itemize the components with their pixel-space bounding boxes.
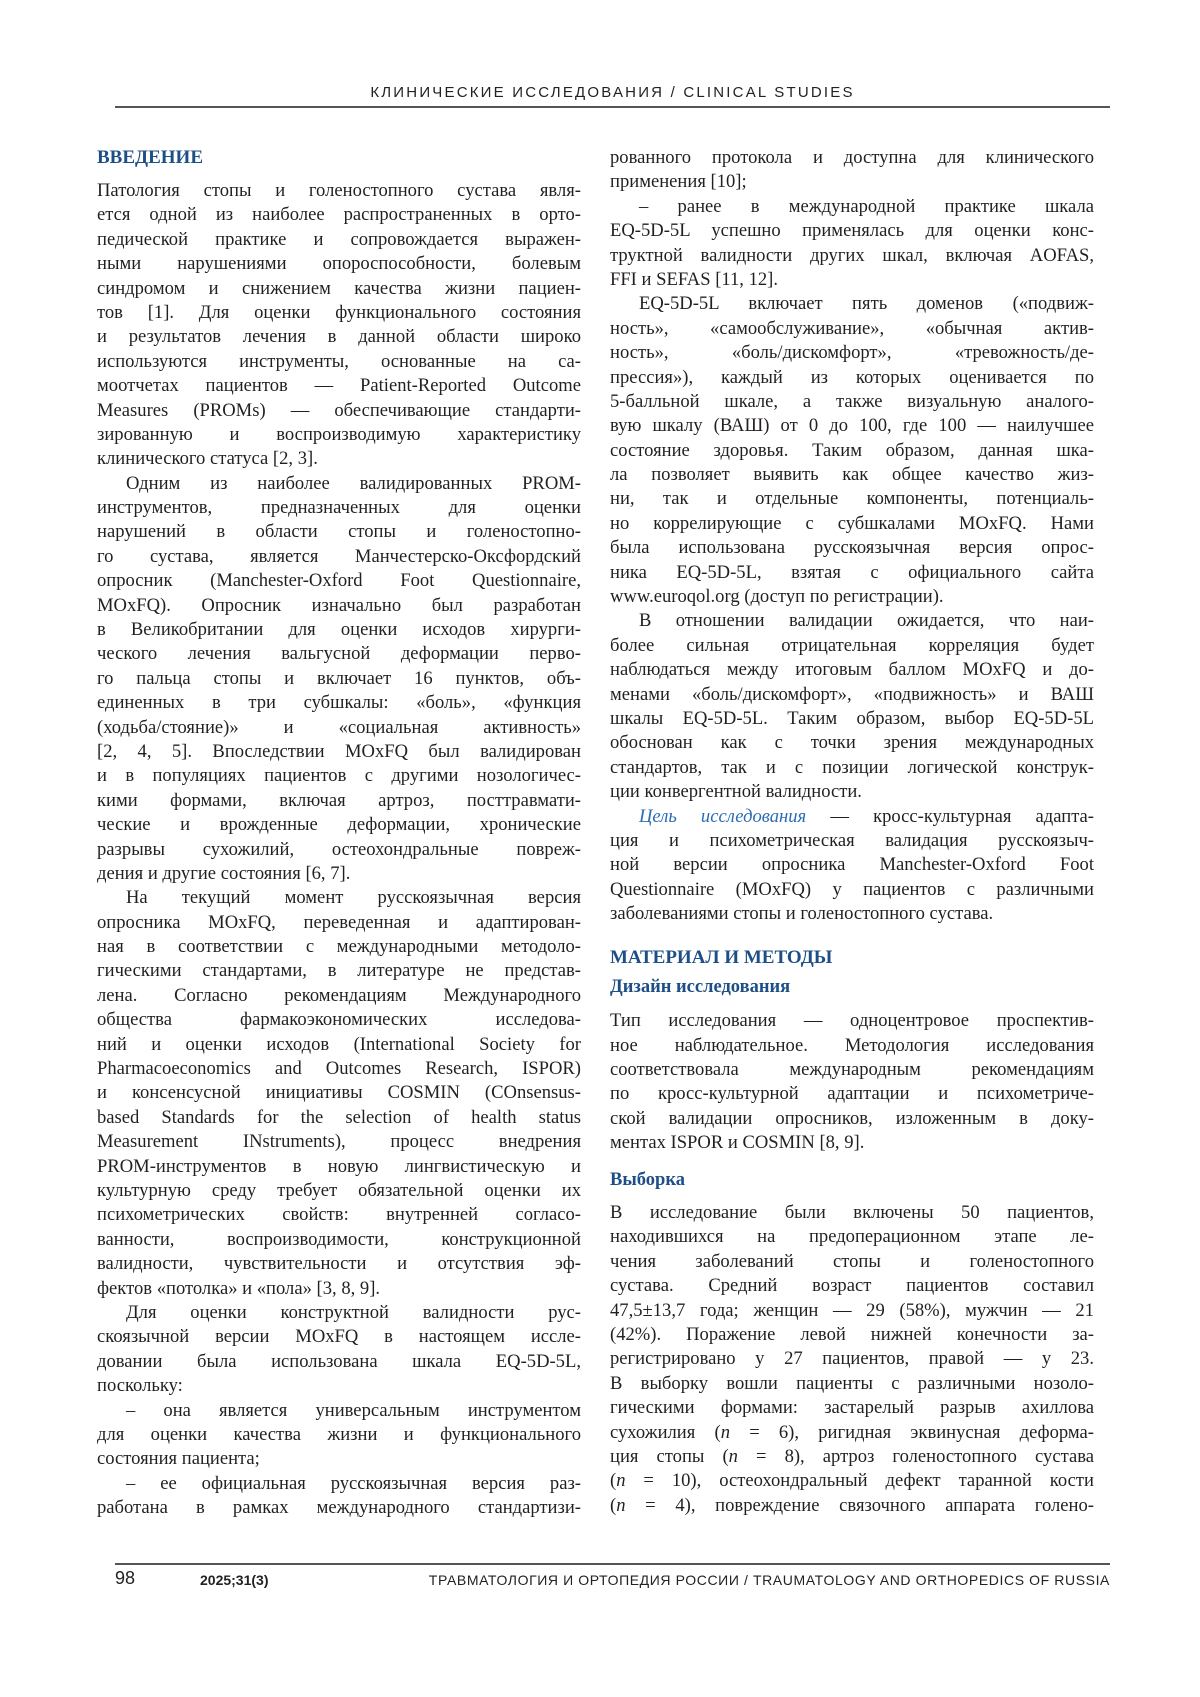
text-run: ( bbox=[610, 1495, 616, 1516]
text-line: чения заболеваний стопы и голеностопного bbox=[610, 1250, 1094, 1274]
text-line bbox=[610, 1469, 1094, 1493]
text-line: Одним из наиболее валидированных PROM- bbox=[97, 472, 581, 496]
left-column bbox=[97, 146, 581, 1520]
text-line: фектов «потолка» и «пола» [3, 8, 9]. bbox=[97, 1277, 581, 1301]
text-line: – ее официальная русскоязычная версия раз- bbox=[97, 1472, 581, 1496]
text-line: нарушений в области стопы и голеностопно- bbox=[97, 520, 581, 544]
text-line: поскольку: bbox=[97, 1374, 581, 1398]
text-line: В исследование были включены 50 пациентов, bbox=[610, 1201, 1094, 1225]
study-design-body bbox=[610, 1009, 1094, 1155]
text-line: ция и психометрическая валидация русскоязыч- bbox=[610, 829, 1094, 853]
text-line: культурную среду требует обязательной оценки их bbox=[97, 1179, 581, 1203]
text-run: = 6), ригидная эквинусная деформа- bbox=[730, 1422, 1094, 1443]
text-line: гическими стандартами, в литературе не представ- bbox=[97, 959, 581, 983]
text-line: зированную и воспроизводимую характеристику bbox=[97, 423, 581, 447]
journal-title: ТРАВМАТОЛОГИЯ И ОРТОПЕДИЯ РОССИИ / TRAUMATOLOGY AND ORTHOPEDICS OF RUSSIA bbox=[380, 1572, 1110, 1588]
text-line: ность», «самообслуживание», «обычная актив- bbox=[610, 317, 1094, 341]
paragraph bbox=[97, 1301, 581, 1399]
text-line: ная в соответствии с международными методоло- bbox=[97, 935, 581, 959]
text-line: Questionnaire (MOxFQ) у пациентов с различными bbox=[610, 878, 1094, 902]
text-line: тов [1]. Для оценки функционального состояния bbox=[97, 301, 581, 325]
text-line: EQ-5D-5L включает пять доменов («подвиж- bbox=[610, 292, 1094, 316]
text-line: рованного протокола и доступна для клинического bbox=[610, 146, 1094, 170]
text-line: В выборку вошли пациенты с различными нозоло- bbox=[610, 1372, 1094, 1396]
text-line: синдромом и снижением качества жизни пациен- bbox=[97, 277, 581, 301]
sample-body bbox=[610, 1201, 1094, 1518]
text-line: используются инструменты, основанные на са- bbox=[97, 350, 581, 374]
text-line: ванности, воспроизводимости, конструкционной bbox=[97, 1228, 581, 1252]
paragraph bbox=[97, 886, 581, 1301]
text-line: го пальца стопы и включает 16 пунктов, объ- bbox=[97, 667, 581, 691]
running-header: КЛИНИЧЕСКИЕ ИССЛЕДОВАНИЯ / CLINICAL STUDIES bbox=[115, 84, 1110, 101]
text-line: опросник (Manchester-Oxford Foot Questionnaire, bbox=[97, 569, 581, 593]
text-line: довании была использована шкала EQ-5D-5L, bbox=[97, 1350, 581, 1374]
text-line: гическими формами: застарелый разрыв ахиллова bbox=[610, 1396, 1094, 1420]
text-line: Патология стопы и голеностопного сустава явля- bbox=[97, 179, 581, 203]
paragraph bbox=[610, 146, 1094, 195]
text-line: ческие и врожденные деформации, хронические bbox=[97, 813, 581, 837]
text-line: состояния пациента; bbox=[97, 1447, 581, 1471]
text-line: находившихся на предоперационном этапе ле- bbox=[610, 1225, 1094, 1249]
text-line: более сильная отрицательная корреляция будет bbox=[610, 634, 1094, 658]
paragraph bbox=[97, 1472, 581, 1521]
text-line bbox=[610, 1445, 1094, 1469]
paragraph bbox=[610, 1201, 1094, 1518]
text-line: – ранее в международной практике шкала bbox=[610, 195, 1094, 219]
text-line: ника EQ-5D-5L, взятая с официального сайта bbox=[610, 561, 1094, 585]
text-line: скоязычной версии MOxFQ в настоящем иссле- bbox=[97, 1325, 581, 1349]
text-run: = 10), остеохондральный дефект таранной кости bbox=[626, 1470, 1095, 1491]
text-line: по кросс-культурной адаптации и психометриче- bbox=[610, 1082, 1094, 1106]
footer-rule bbox=[115, 1563, 1110, 1565]
text-line: моотчетах пациентов — Patient-Reported Outcome bbox=[97, 374, 581, 398]
text-line: ное наблюдательное. Методология исследования bbox=[610, 1034, 1094, 1058]
text-line bbox=[610, 1494, 1094, 1518]
text-line: MOxFQ). Опросник изначально был разработан bbox=[97, 594, 581, 618]
text-line: EQ-5D-5L успешно применялась для оценки конс- bbox=[610, 219, 1094, 243]
text-line: ни, так и отдельные компоненты, потенциаль- bbox=[610, 487, 1094, 511]
text-line: шкалы EQ-5D-5L. Таким образом, выбор EQ-5D-5L bbox=[610, 707, 1094, 731]
section-heading-methods: МАТЕРИАЛ И МЕТОДЫ bbox=[610, 946, 1094, 970]
text-line: Для оценки конструктной валидности рус- bbox=[97, 1301, 581, 1325]
text-line: наблюдаться между итоговым баллом MOxFQ и до- bbox=[610, 658, 1094, 682]
text-line: ла позволяет выявить как общее качество жиз- bbox=[610, 463, 1094, 487]
subheading-sample: Выборка bbox=[610, 1168, 1094, 1192]
text-run: n bbox=[721, 1422, 730, 1443]
subheading-study-design: Дизайн исследования bbox=[610, 975, 1094, 999]
text-line: ется одной из наиболее распространенных в орто- bbox=[97, 203, 581, 227]
text-line: применения [10]; bbox=[610, 170, 1094, 194]
text-line: лена. Согласно рекомендациям Международного bbox=[97, 984, 581, 1008]
text-line: Measurement INstruments), процесс внедрения bbox=[97, 1130, 581, 1154]
paragraph bbox=[610, 805, 1094, 927]
text-line: разрывы сухожилий, остеохондральные повреж- bbox=[97, 838, 581, 862]
text-line: дения и другие состояния [6, 7]. bbox=[97, 862, 581, 886]
text-line bbox=[610, 805, 1094, 829]
text-line: ний и оценки исходов (International Society for bbox=[97, 1033, 581, 1057]
text-line: заболеваниями стопы и голеностопного сустава. bbox=[610, 902, 1094, 926]
introduction-body-continued bbox=[610, 146, 1094, 927]
text-line: обоснован как с точки зрения международных bbox=[610, 731, 1094, 755]
text-line: Pharmacoeconomics and Outcomes Research, ISPOR) bbox=[97, 1057, 581, 1081]
text-line: Measures (PROMs) — обеспечивающие стандарти- bbox=[97, 399, 581, 423]
text-line: инструментов, предназначенных для оценки bbox=[97, 496, 581, 520]
text-line: – она является универсальным инструментом bbox=[97, 1399, 581, 1423]
text-line: опросника MOxFQ, переведенная и адаптирован- bbox=[97, 911, 581, 935]
text-line: труктной валидности других шкал, включая AOFAS, bbox=[610, 244, 1094, 268]
text-line: была использована русскоязычная версия опрос- bbox=[610, 536, 1094, 560]
text-line: вую шкалу (ВАШ) от 0 до 100, где 100 — наилучшее bbox=[610, 414, 1094, 438]
text-line: стандартов, так и с позиции логической конструк- bbox=[610, 756, 1094, 780]
text-line: состояние здоровья. Таким образом, данная шка- bbox=[610, 439, 1094, 463]
text-line: ции конвергентной валидности. bbox=[610, 780, 1094, 804]
text-line: психометрических свойств: внутренней согласо- bbox=[97, 1203, 581, 1227]
text-line: ными нарушениями опороспособности, болевым bbox=[97, 252, 581, 276]
text-line: 5-балльной шкале, а также визуальную аналого- bbox=[610, 390, 1094, 414]
text-line: (ходьба/стояние)» и «социальная активность» bbox=[97, 716, 581, 740]
text-line: ческого лечения вальгусной деформации перво- bbox=[97, 642, 581, 666]
text-line: го сустава, является Манчестерско-Оксфордский bbox=[97, 545, 581, 569]
text-line: (42%). Поражение левой нижней конечности за- bbox=[610, 1323, 1094, 1347]
text-line: кими формами, включая артроз, посттравмати- bbox=[97, 789, 581, 813]
text-line: PROM-инструментов в новую лингвистическую и bbox=[97, 1155, 581, 1179]
text-line: единенных в три субшкалы: «боль», «функция bbox=[97, 691, 581, 715]
paragraph bbox=[610, 1009, 1094, 1155]
issue-info: 2025;31(3) bbox=[200, 1572, 269, 1588]
text-run: сухожилия ( bbox=[610, 1422, 721, 1443]
paragraph bbox=[97, 1399, 581, 1472]
text-line: прессия»), каждый из которых оценивается по bbox=[610, 366, 1094, 390]
aim-label: Цель исследования bbox=[639, 806, 806, 827]
introduction-body bbox=[97, 179, 581, 1520]
paragraph bbox=[610, 609, 1094, 804]
text-run: n bbox=[729, 1446, 738, 1467]
paragraph bbox=[97, 472, 581, 887]
text-line: сустава. Средний возраст пациентов составил bbox=[610, 1274, 1094, 1298]
text-line: общества фармакоэкономических исследова- bbox=[97, 1008, 581, 1032]
text-line: менами «боль/дискомфорт», «подвижность» и ВАШ bbox=[610, 683, 1094, 707]
text-run: = 4), повреждение связочного аппарата голено- bbox=[626, 1495, 1095, 1516]
text-line: и результатов лечения в данной области широко bbox=[97, 325, 581, 349]
text-line: Тип исследования — одноцентровое проспектив- bbox=[610, 1009, 1094, 1033]
text-run: = 8), артроз голеностопного сустава bbox=[738, 1446, 1094, 1467]
paragraph bbox=[610, 292, 1094, 609]
text-line: в Великобритании для оценки исходов хирурги- bbox=[97, 618, 581, 642]
text-line: ской валидации опросников, изложенным в доку- bbox=[610, 1107, 1094, 1131]
right-column bbox=[610, 146, 1094, 1518]
text-run: n bbox=[616, 1495, 625, 1516]
text-line: based Standards for the selection of health status bbox=[97, 1106, 581, 1130]
text-run: ( bbox=[610, 1470, 616, 1491]
text-line: для оценки качества жизни и функционального bbox=[97, 1423, 581, 1447]
text-line: ной версии опросника Manchester-Oxford Foot bbox=[610, 853, 1094, 877]
text-line: 47,5±13,7 года; женщин — 29 (58%), мужчин — 21 bbox=[610, 1299, 1094, 1323]
text-line: ментах ISPOR и COSMIN [8, 9]. bbox=[610, 1131, 1094, 1155]
text-line: ность», «боль/дискомфорт», «тревожность/де- bbox=[610, 341, 1094, 365]
section-heading-introduction: ВВЕДЕНИЕ bbox=[97, 146, 581, 170]
text-run: ция стопы ( bbox=[610, 1446, 729, 1467]
paragraph bbox=[610, 195, 1094, 293]
paragraph bbox=[97, 179, 581, 472]
text-line: соответствовала международным рекомендациям bbox=[610, 1058, 1094, 1082]
text-line: клинического статуса [2, 3]. bbox=[97, 447, 581, 471]
text-line: www.euroqol.org (доступ по регистрации). bbox=[610, 585, 1094, 609]
text-run: n bbox=[616, 1470, 625, 1491]
text-line: и в популяциях пациентов с другими нозологичес- bbox=[97, 764, 581, 788]
text-line: валидности, чувствительности и отсутствия эф- bbox=[97, 1252, 581, 1276]
text-line: В отношении валидации ожидается, что наи- bbox=[610, 609, 1094, 633]
header-rule bbox=[115, 106, 1110, 108]
text-line: [2, 4, 5]. Впоследствии MOxFQ был валидирован bbox=[97, 740, 581, 764]
text-run: — кросс-культурная адапта- bbox=[806, 806, 1094, 827]
text-line: педической практике и сопровождается выражен- bbox=[97, 228, 581, 252]
text-line: работана в рамках международного стандартизи- bbox=[97, 1496, 581, 1520]
text-line: FFI и SEFAS [11, 12]. bbox=[610, 268, 1094, 292]
text-line: На текущий момент русскоязычная версия bbox=[97, 886, 581, 910]
text-line bbox=[610, 1421, 1094, 1445]
text-line: регистрировано у 27 пациентов, правой — у 23. bbox=[610, 1347, 1094, 1371]
page-number: 98 bbox=[115, 1568, 135, 1589]
text-line: и консенсусной инициативы COSMIN (COnsensus- bbox=[97, 1081, 581, 1105]
text-line: но коррелирующие с субшкалами MOxFQ. Нами bbox=[610, 512, 1094, 536]
